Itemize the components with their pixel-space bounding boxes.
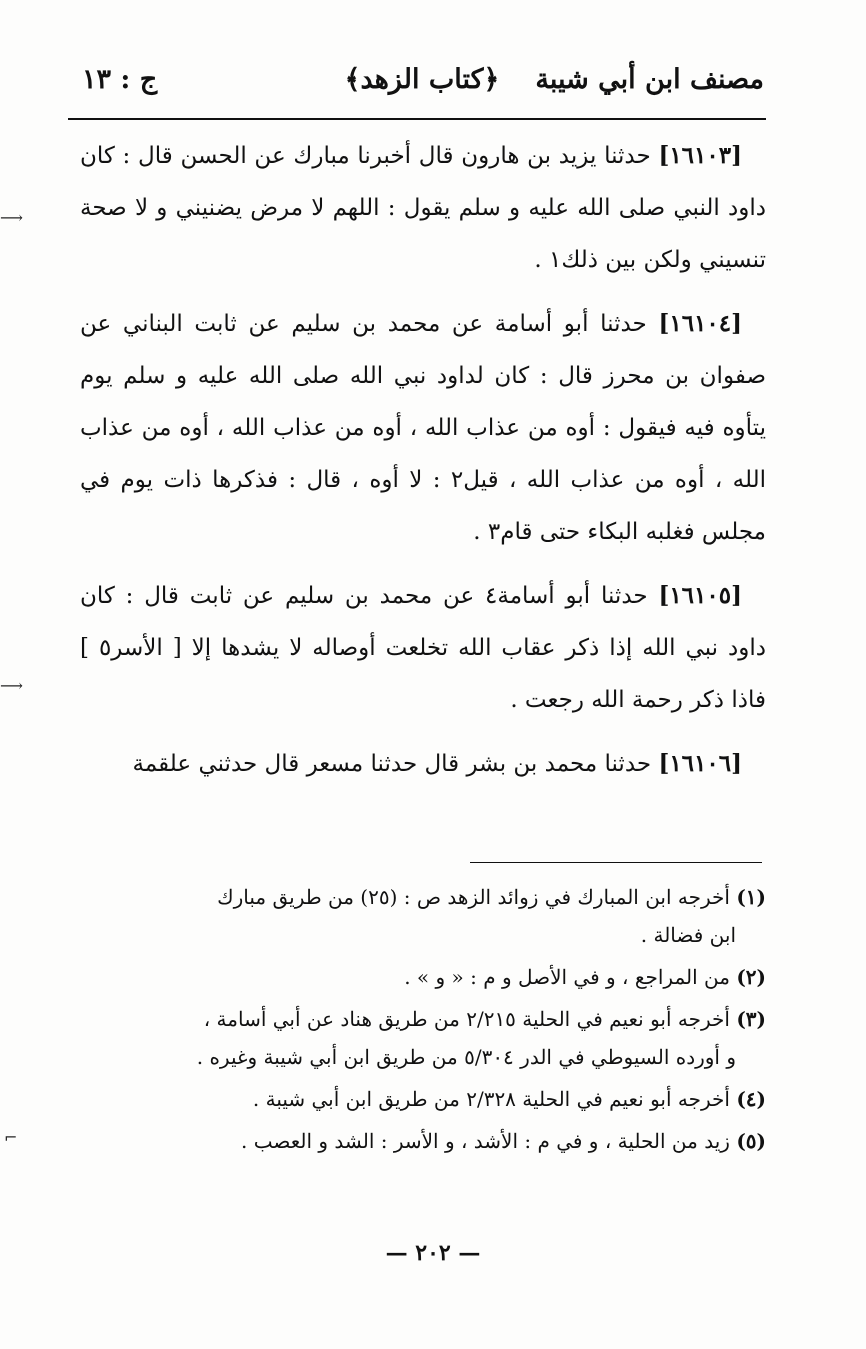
volume-number: ج : ١٣	[82, 64, 158, 95]
footnote-mark: (٤)	[736, 1087, 766, 1111]
footnote-mark: (٥)	[736, 1129, 766, 1153]
footnote	[80, 878, 766, 954]
footnote-mark: (١)	[736, 885, 766, 909]
footnote-text: زيد من الحلية ، و في م : الأشد ، و الأسر : الشد و العصب .	[241, 1129, 730, 1153]
hadith-number: [١٦١٠٤]	[658, 310, 743, 337]
hadith-paragraph	[80, 130, 766, 286]
margin-bracket-mark: ⌐	[4, 1128, 18, 1147]
footnote-mark: (٣)	[736, 1007, 766, 1031]
main-text	[80, 130, 766, 802]
hadith-text: حدثنا أبو أسامة عن محمد بن سليم عن ثابت البناني عن صفوان بن محرز قال : كان لداود نبي الله صلى الله عليه و سلم يوم يتأوه فيه فيقول : أوه من عذاب الله ، أوه من عذاب الله ، أوه من عذاب الله ، أوه من عذاب الله ، قيل٢ : لا أوه ، قال : فذكرها ذات يوم في مجلس فغلبه البكاء حتى قام٣ .	[80, 311, 766, 545]
hadith-text: حدثنا أبو أسامة٤ عن محمد بن سليم عن ثابت قال : كان داود نبي الله إذا ذكر عقاب الله تخلعت أوصاله لا يشدها إلا [ الأسر٥ ] فاذا ذكر رحمة الله رجعت .	[80, 583, 766, 713]
hadith-paragraph	[80, 570, 766, 726]
page-number: — ٢٠٢ —	[385, 1240, 481, 1266]
hadith-text: حدثنا يزيد بن هارون قال أخبرنا مبارك عن الحسن قال : كان داود النبي صلى الله عليه و سلم يقول : اللهم لا مرض يضنيني و لا صحة تنسيني ولكن بين ذلك١ .	[80, 143, 766, 273]
header-rule	[68, 118, 766, 120]
hadith-text: حدثنا محمد بن بشر قال حدثنا مسعر قال حدثني علقمة	[132, 751, 652, 777]
chapter-title: ﴿كتاب الزهد﴾	[344, 64, 500, 95]
footnote	[80, 1080, 766, 1118]
hadith-number: [١٦١٠٦]	[658, 750, 742, 777]
book-title: مصنف ابن أبي شيبة	[535, 64, 764, 95]
hadith-number: [١٦١٠٣]	[658, 142, 742, 169]
footnote	[80, 1000, 766, 1076]
footnotes	[80, 878, 766, 1164]
margin-arrow-mark: ⟶	[0, 208, 23, 227]
hadith-number: [١٦١٠٥]	[658, 582, 742, 609]
footnote	[80, 1122, 766, 1160]
footnote-text: أخرجه ابن المبارك في زوائد الزهد ص : (٢٥) من طريق مبارك	[217, 885, 730, 909]
footnote-text: أخرجه أبو نعيم في الحلية ٢/٢١٥ من طريق هناد عن أبي أسامة ،	[203, 1007, 730, 1031]
footnote-text: أخرجه أبو نعيم في الحلية ٢/٣٢٨ من طريق ابن أبي شيبة .	[252, 1087, 730, 1111]
hadith-paragraph	[80, 298, 766, 558]
page-header	[80, 58, 764, 108]
margin-arrow-mark: ⟶	[0, 676, 23, 695]
footnote	[80, 958, 766, 996]
footnote-continuation: ابن فضالة .	[640, 923, 736, 947]
footnote-continuation: و أورده السيوطي في الدر ٥/٣٠٤ من طريق ابن أبي شيبة وغيره .	[196, 1045, 736, 1069]
footnote-mark: (٢)	[736, 965, 766, 989]
footnote-rule	[470, 862, 762, 863]
hadith-paragraph	[80, 738, 766, 790]
footnote-text: من المراجع ، و في الأصل و م : « و » .	[404, 965, 730, 989]
